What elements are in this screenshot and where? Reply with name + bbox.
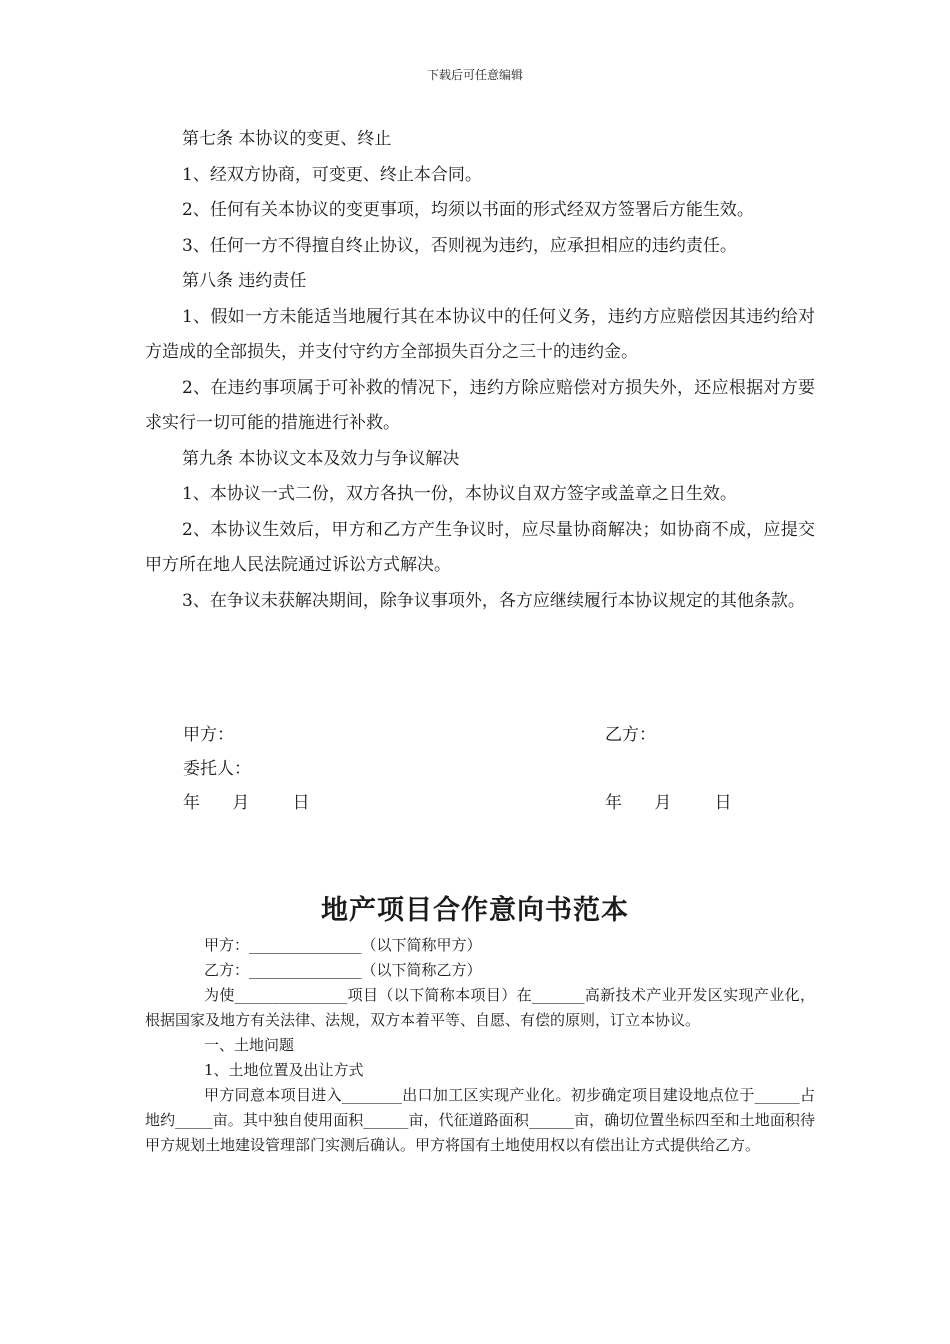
clause-8-heading: 第八条 违约责任: [182, 271, 307, 291]
party-a-line: 甲方：_______________（以下简称甲方）: [204, 936, 482, 954]
signature-party-b: 乙方：: [605, 725, 656, 745]
document-title: 地产项目合作意向书范本: [321, 895, 629, 926]
land-location-paragraph: 甲方同意本项目进入________出口加工区实现产业化。初步确定项目建设地点位于______占地约_____亩。其中独自使用面积______亩，代征道路面积______亩，确切位置坐标四至和土地面积待甲方规划土地建设管理部门实测后确认。甲方将国有土地使用权以有偿出让方式提供给乙方。: [145, 1086, 815, 1154]
clause-9-item-3: 3、在争议未获解决期间，除争议事项外，各方应继续履行本协议规定的其他条款。: [182, 590, 805, 611]
clause-7-item-1: 1、经双方协商，可变更、终止本合同。: [182, 164, 482, 185]
clause-7-item-2: 2、任何有关本协议的变更事项，均须以书面的形式经双方签署后方能生效。: [182, 200, 754, 220]
intent-letter-body: [145, 933, 815, 1158]
clause-9-item-1: 1、本协议一式二份，双方各执一份，本协议自双方签字或盖章之日生效。: [182, 484, 737, 504]
clause-9-item-2: 2、本协议生效后，甲方和乙方产生争议时，应尽量协商解决；如协商不成，应提交甲方所在地人民法院通过诉讼方式解决。: [145, 519, 815, 575]
signature-date-b: 年 月 日: [605, 793, 732, 813]
clause-7-item-3: 3、任何一方不得擅自终止协议，否则视为违约，应承担相应的违约责任。: [182, 235, 737, 256]
signature-date-a: 年 月 日: [183, 793, 310, 813]
signature-agent: 委托人：: [183, 759, 251, 779]
party-b-line: 乙方：_______________（以下简称乙方）: [204, 961, 482, 979]
clause-8-item-2: 2、在违约事项属于可补救的情况下，违约方除应赔偿对方损失外，还应根据对方要求实行一切可能的措施进行补救。: [145, 377, 815, 433]
page-header: 下载后可任意编辑: [426, 68, 523, 82]
land-location-heading: 1、土地位置及出让方式: [204, 1061, 364, 1079]
land-section-heading: 一、土地问题: [204, 1036, 295, 1054]
purpose-paragraph: 为使_______________项目（以下简称本项目）在_______高新技术产业开发区实现产业化，根据国家及地方有关法律、法规，双方本着平等、自愿、有偿的原则，订立本协议。: [145, 986, 815, 1029]
clause-8-item-1: 1、假如一方未能适当地履行其在本协议中的任何义务，违约方应赔偿因其违约给对方造成的全部损失，并支付守约方全部损失百分之三十的违约金。: [145, 306, 815, 362]
agreement-clauses: [145, 122, 815, 619]
signature-party-a: 甲方：: [183, 725, 234, 745]
clause-9-heading: 第九条 本协议文本及效力与争议解决: [182, 448, 460, 469]
clause-7-heading: 第七条 本协议的变更、终止: [182, 129, 392, 149]
